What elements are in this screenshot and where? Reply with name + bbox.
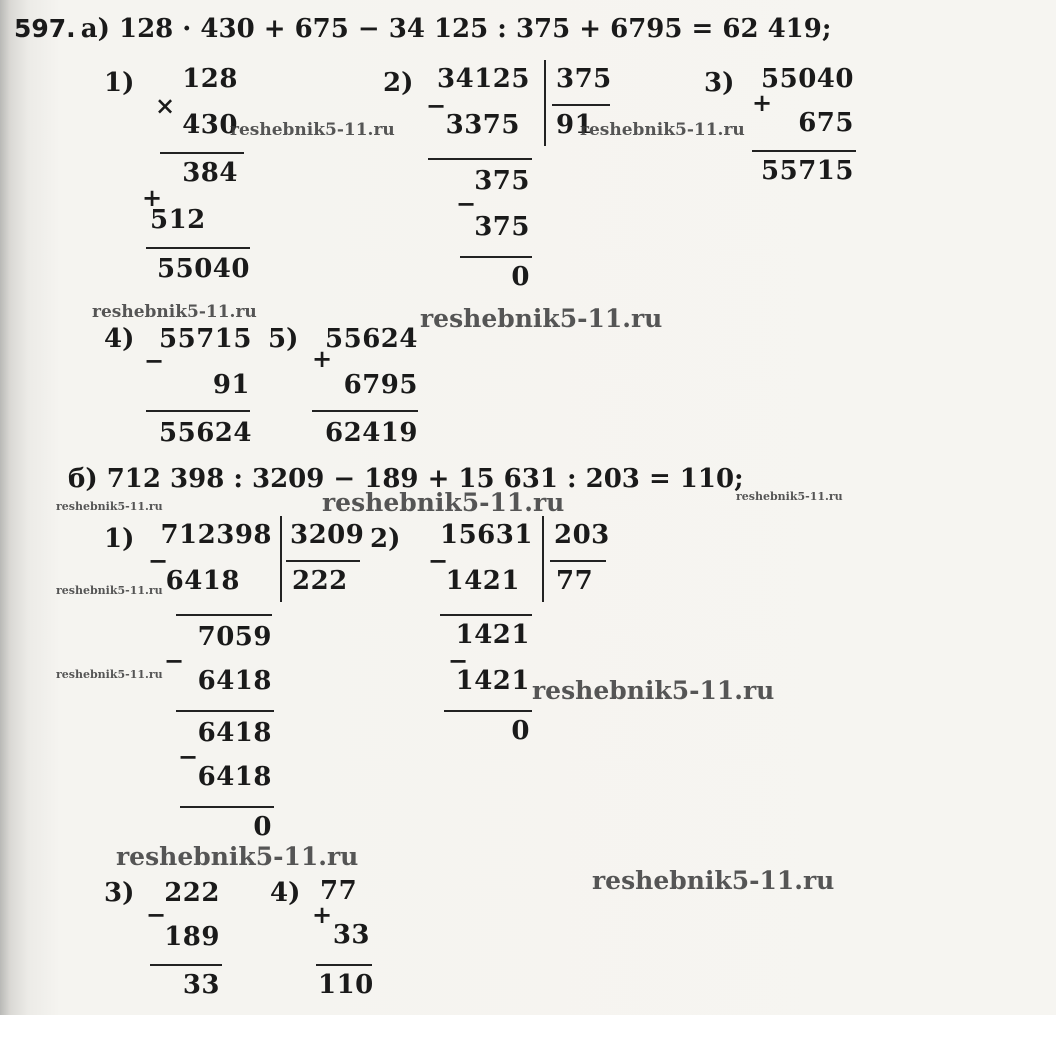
a2-sub-2: 375 [474,212,530,242]
b1-remainder-3: 0 [253,812,272,842]
b3-result: 33 [182,970,220,1000]
a1-factor-top: 128 [182,64,238,94]
b1-quotient: 222 [292,566,348,596]
b1-sub-2: 6418 [197,666,272,696]
b1-rule-3 [180,806,274,808]
watermark: reshebnik5-11.ru [532,676,775,705]
part-a-equation: а) 128 · 430 + 675 − 34 125 : 375 + 6795 = 62 419; [80,14,832,44]
b-step1-label: 1) [104,524,135,554]
b4-result: 110 [318,970,374,1000]
b3-subtrahend: 189 [164,922,220,952]
minus-sign: − [148,546,169,575]
page-bottom-margin [0,1015,1056,1050]
a2-quotient: 91 [556,110,594,140]
a5-rule [312,410,418,412]
a-step2-label: 2) [383,68,414,98]
b3-rule [150,964,222,966]
problem-header-a [14,14,831,44]
watermark: reshebnik5-11.ru [56,668,163,681]
b-step3-label: 3) [104,878,135,908]
minus-sign: − [448,646,469,675]
watermark: reshebnik5-11.ru [56,500,163,513]
a-step1-label: 1) [104,68,135,98]
watermark: reshebnik5-11.ru [56,584,163,597]
a5-result: 62419 [325,418,418,448]
a2-rule-2 [460,256,532,258]
watermark: reshebnik5-11.ru [322,488,565,517]
plus-sign: + [312,900,333,929]
plus-sign: + [312,344,333,373]
b1-division-bar [280,516,282,602]
a2-dividend: 34125 [437,64,530,94]
a2-divisor: 375 [556,64,612,94]
a-step5-label: 5) [268,324,299,354]
b1-remainder-1: 7059 [197,622,272,652]
b-step4-label: 4) [270,878,301,908]
a1-partial-2: 512 [150,205,206,235]
minus-sign: − [144,346,165,375]
a3-rule [752,150,856,152]
a4-result: 55624 [159,418,252,448]
minus-sign: − [178,742,199,771]
watermark: reshebnik5-11.ru [92,302,257,322]
b1-sub-1: 6418 [165,566,240,596]
b4-addend-top: 77 [320,876,358,906]
b2-divisor: 203 [554,520,610,550]
a3-result: 55715 [761,156,854,186]
watermark: reshebnik5-11.ru [736,490,843,503]
a3-addend-top: 55040 [761,64,854,94]
a1-factor-bottom: 430 [182,110,238,140]
b1-divisor: 3209 [290,520,365,550]
a3-addend-bottom: 675 [798,108,854,138]
watermark: reshebnik5-11.ru [580,120,745,140]
b1-dividend: 712398 [160,520,272,550]
b1-remainder-2: 6418 [197,718,272,748]
b4-rule [316,964,372,966]
a1-result: 55040 [157,254,250,284]
a1-rule-2 [146,247,250,249]
b3-minuend: 222 [164,878,220,908]
a1-partial-1: 384 [182,158,238,188]
b2-sub-1: 1421 [445,566,520,596]
multiply-sign: × [155,91,176,120]
a4-minuend: 55715 [159,324,252,354]
b2-division-bar [542,516,544,602]
watermark: reshebnik5-11.ru [592,866,835,895]
a5-addend-bottom: 6795 [343,370,418,400]
minus-sign: − [456,189,477,218]
b2-quotient: 77 [556,566,594,596]
b2-divisor-rule [550,560,606,562]
a-step4-label: 4) [104,324,135,354]
a2-divisor-rule [552,104,610,106]
watermark: reshebnik5-11.ru [230,120,395,140]
b2-sub-2: 1421 [455,666,530,696]
b2-dividend: 15631 [440,520,533,550]
a2-sub-1: 3375 [445,110,520,140]
minus-sign: − [428,546,449,575]
a2-remainder-2: 0 [511,262,530,292]
a-step3-label: 3) [704,68,735,98]
b1-sub-3: 6418 [197,762,272,792]
b4-addend-bottom: 33 [332,920,370,950]
a2-division-bar [544,60,546,146]
plus-sign: + [142,183,163,212]
a2-remainder-1: 375 [474,166,530,196]
b1-rule-1 [176,614,272,616]
part-b-equation: б) 712 398 : 3209 − 189 + 15 631 : 203 = 110; [68,464,744,494]
b1-rule-2 [176,710,274,712]
minus-sign: − [426,91,447,120]
a1-rule-1 [160,152,244,154]
b2-rule-2 [444,710,532,712]
problem-number: 597. [14,14,76,43]
b1-divisor-rule [286,560,360,562]
a4-subtrahend: 91 [212,370,250,400]
a5-addend-top: 55624 [325,324,418,354]
b2-rule-1 [440,614,532,616]
minus-sign: − [146,900,167,929]
a2-rule-1 [428,158,532,160]
watermark: reshebnik5-11.ru [116,842,359,871]
plus-sign: + [752,88,773,117]
b2-remainder-1: 1421 [455,620,530,650]
minus-sign: − [164,646,185,675]
watermark: reshebnik5-11.ru [420,304,663,333]
b2-remainder-2: 0 [511,716,530,746]
b-step2-label: 2) [370,524,401,554]
a4-rule [146,410,250,412]
